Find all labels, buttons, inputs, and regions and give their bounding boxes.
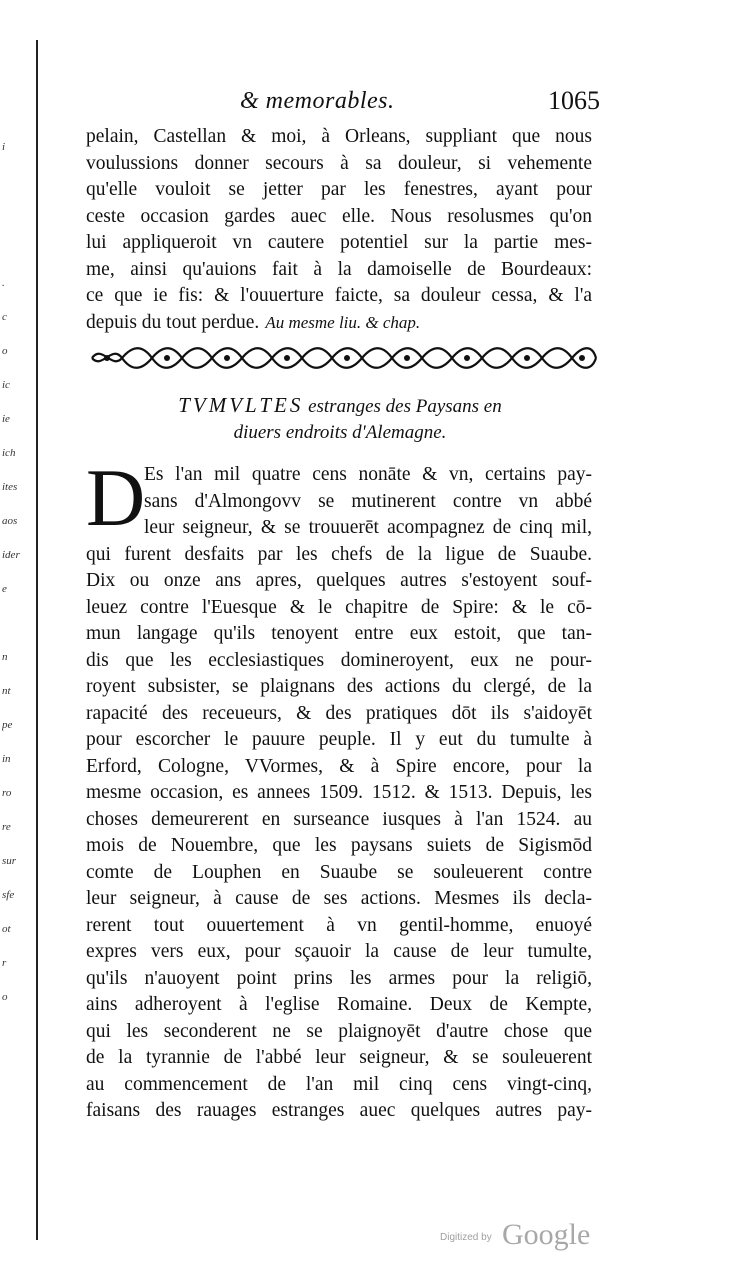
- paragraph-continued: [86, 124, 592, 336]
- text-line: [86, 204, 592, 231]
- ornamental-divider: [88, 340, 598, 374]
- text-line-content: me, ainsi qu'auions fait à la damoiselle de Bourdeaux:: [86, 258, 592, 280]
- text-line-content: depuis du tout perdue.: [86, 311, 260, 333]
- citation: Au mesme liu. & chap.: [265, 312, 421, 332]
- text-line: dis que les ecclesiastiques domineroyent, eux ne pour-: [86, 649, 592, 671]
- margin-fragment: aos: [2, 515, 18, 527]
- margin-fragment: nt: [2, 685, 11, 697]
- section-heading: [90, 392, 590, 446]
- text-line-content: qu'elle vouloit se jetter par les fenestres, ayant pour: [86, 179, 592, 200]
- text-line: mois de Nouembre, que les paysans suiets de Sigismōd: [86, 835, 592, 856]
- margin-fragment: e: [2, 583, 7, 595]
- text-line: sans d'Almongovv se mutinerent contre vn abbé: [144, 490, 592, 512]
- text-line: qu'ils n'auoyent point prins les armes pour la religiō,: [86, 967, 592, 989]
- text-line: ains adheroyent à l'eglise Romaine. Deux de Kempte,: [86, 994, 592, 1015]
- page-number: 1065: [548, 86, 600, 115]
- margin-fragment: pe: [2, 719, 13, 731]
- text-line: [86, 124, 592, 151]
- text-line: rerent tout ouuertement à vn gentil-homme, enuoyé: [86, 914, 592, 936]
- text-line: faisans des rauages estranges auec quelques autres pay-: [86, 1100, 592, 1121]
- text-line: qui furent desfaits par les chefs de la ligue de Suaube.: [86, 543, 592, 565]
- text-line: qui les seconderent ne se plaignoyēt d'autre chose que: [86, 1020, 592, 1042]
- margin-fragment: sur: [2, 855, 17, 867]
- margin-fragment: i: [2, 141, 6, 153]
- margin-fragment: ites: [2, 481, 18, 493]
- text-line: leur seigneur, & se trouuerēt acompagnez de cinq mil,: [144, 517, 592, 538]
- google-logo: Google: [502, 1218, 591, 1251]
- text-line: leur seigneur, à cause de ses actions. Mesmes ils decla-: [86, 888, 592, 909]
- running-title: & memorables.: [240, 88, 395, 114]
- paragraph-main: [86, 452, 592, 1125]
- text-line-content: ceste occasion gardes auec elle. Nous resolusmes qu'on: [86, 205, 592, 227]
- margin-fragment: o: [2, 345, 8, 357]
- text-line: [86, 310, 592, 337]
- text-line: Dix ou onze ans apres, quelques autres s'estoyent souf-: [86, 570, 592, 591]
- digitized-by-text: Digitized by: [440, 1232, 492, 1243]
- text-line: de la tyrannie de l'abbé leur seigneur, & se souleuerent: [86, 1047, 592, 1068]
- text-line: [86, 151, 592, 178]
- heading-caps: TVMVLTES: [178, 393, 304, 417]
- margin-fragment: [2, 164, 32, 198]
- text-line-content: ce que ie fis: & l'ouuerture faicte, sa douleur cessa, & l'a: [86, 285, 592, 306]
- digitized-watermark: [440, 1218, 600, 1258]
- margin-fragment: c: [2, 311, 7, 323]
- text-line: au commencement de l'an mil cinq cens vingt-cinq,: [86, 1073, 592, 1095]
- margin-fragment: [2, 198, 32, 232]
- margin-fragment: ro: [2, 787, 12, 799]
- text-line-content: pelain, Castellan & moi, à Orleans, suppliant que nous: [86, 126, 592, 147]
- text-line: pour escorcher le pauure peuple. Il y eut du tumulte à: [86, 729, 592, 750]
- text-line: comte de Louphen en Suaube se souleuerent contre: [86, 861, 592, 883]
- margin-fragment: ider: [2, 549, 20, 561]
- page-header: [230, 88, 600, 122]
- heading-line-1: [90, 392, 590, 420]
- text-line: [86, 177, 592, 204]
- margin-fragment: in: [2, 753, 11, 765]
- margin-fragment: ich: [2, 447, 16, 459]
- text-line: royent subsister, se plaignans des actions du clergé, de la: [86, 676, 592, 697]
- margin-fragment: .: [2, 277, 5, 289]
- margin-fragment: ic: [2, 379, 10, 391]
- margin-fragment: ot: [2, 923, 11, 935]
- text-line: mesme occasion, es annees 1509. 1512. & 1513. Depuis, les: [86, 782, 592, 803]
- binding-edge-line: [36, 40, 38, 1240]
- heading-line-2: diuers endroits d'Alemagne.: [233, 422, 447, 443]
- margin-fragment: ie: [2, 413, 10, 425]
- margin-fragment: n: [2, 651, 8, 663]
- text-line: expres vers eux, pour sçauoir la cause de leur tumulte,: [86, 941, 592, 962]
- text-line: [86, 230, 592, 257]
- text-line: rapacité des receueurs, & des pratiques dōt ils s'aidoyēt: [86, 702, 592, 724]
- margin-fragment: sfe: [2, 889, 15, 901]
- text-line: mun langage qu'ils tenoyent entre eux estoit, que tan-: [86, 623, 592, 644]
- text-line: Es l'an mil quatre cens nonāte & vn, certains pay-: [144, 464, 592, 485]
- text-line: [86, 257, 592, 284]
- text-line-content: lui appliqueroit vn cautere potentiel sur la partie mes-: [86, 232, 592, 253]
- margin-fragment: [2, 232, 32, 266]
- margin-fragment: o: [2, 991, 8, 1003]
- facing-page-margin-fragments: [2, 130, 32, 1014]
- margin-fragment: [2, 606, 32, 640]
- margin-fragment: re: [2, 821, 11, 833]
- text-line: [86, 283, 592, 310]
- heading-line-1-rest: estranges des Paysans en: [308, 396, 502, 417]
- text-line: choses demeurerent en surseance iusques à l'an 1524. au: [86, 808, 592, 830]
- drop-cap: D: [86, 452, 146, 543]
- margin-fragment: r: [2, 957, 7, 969]
- text-line-content: voulussions donner secours à sa douleur, si vehemente: [86, 152, 592, 174]
- text-line: Erford, Cologne, VVormes, & à Spire encore, pour la: [86, 755, 592, 777]
- text-line: leuez contre l'Euesque & le chapitre de Spire: & le cō-: [86, 596, 592, 618]
